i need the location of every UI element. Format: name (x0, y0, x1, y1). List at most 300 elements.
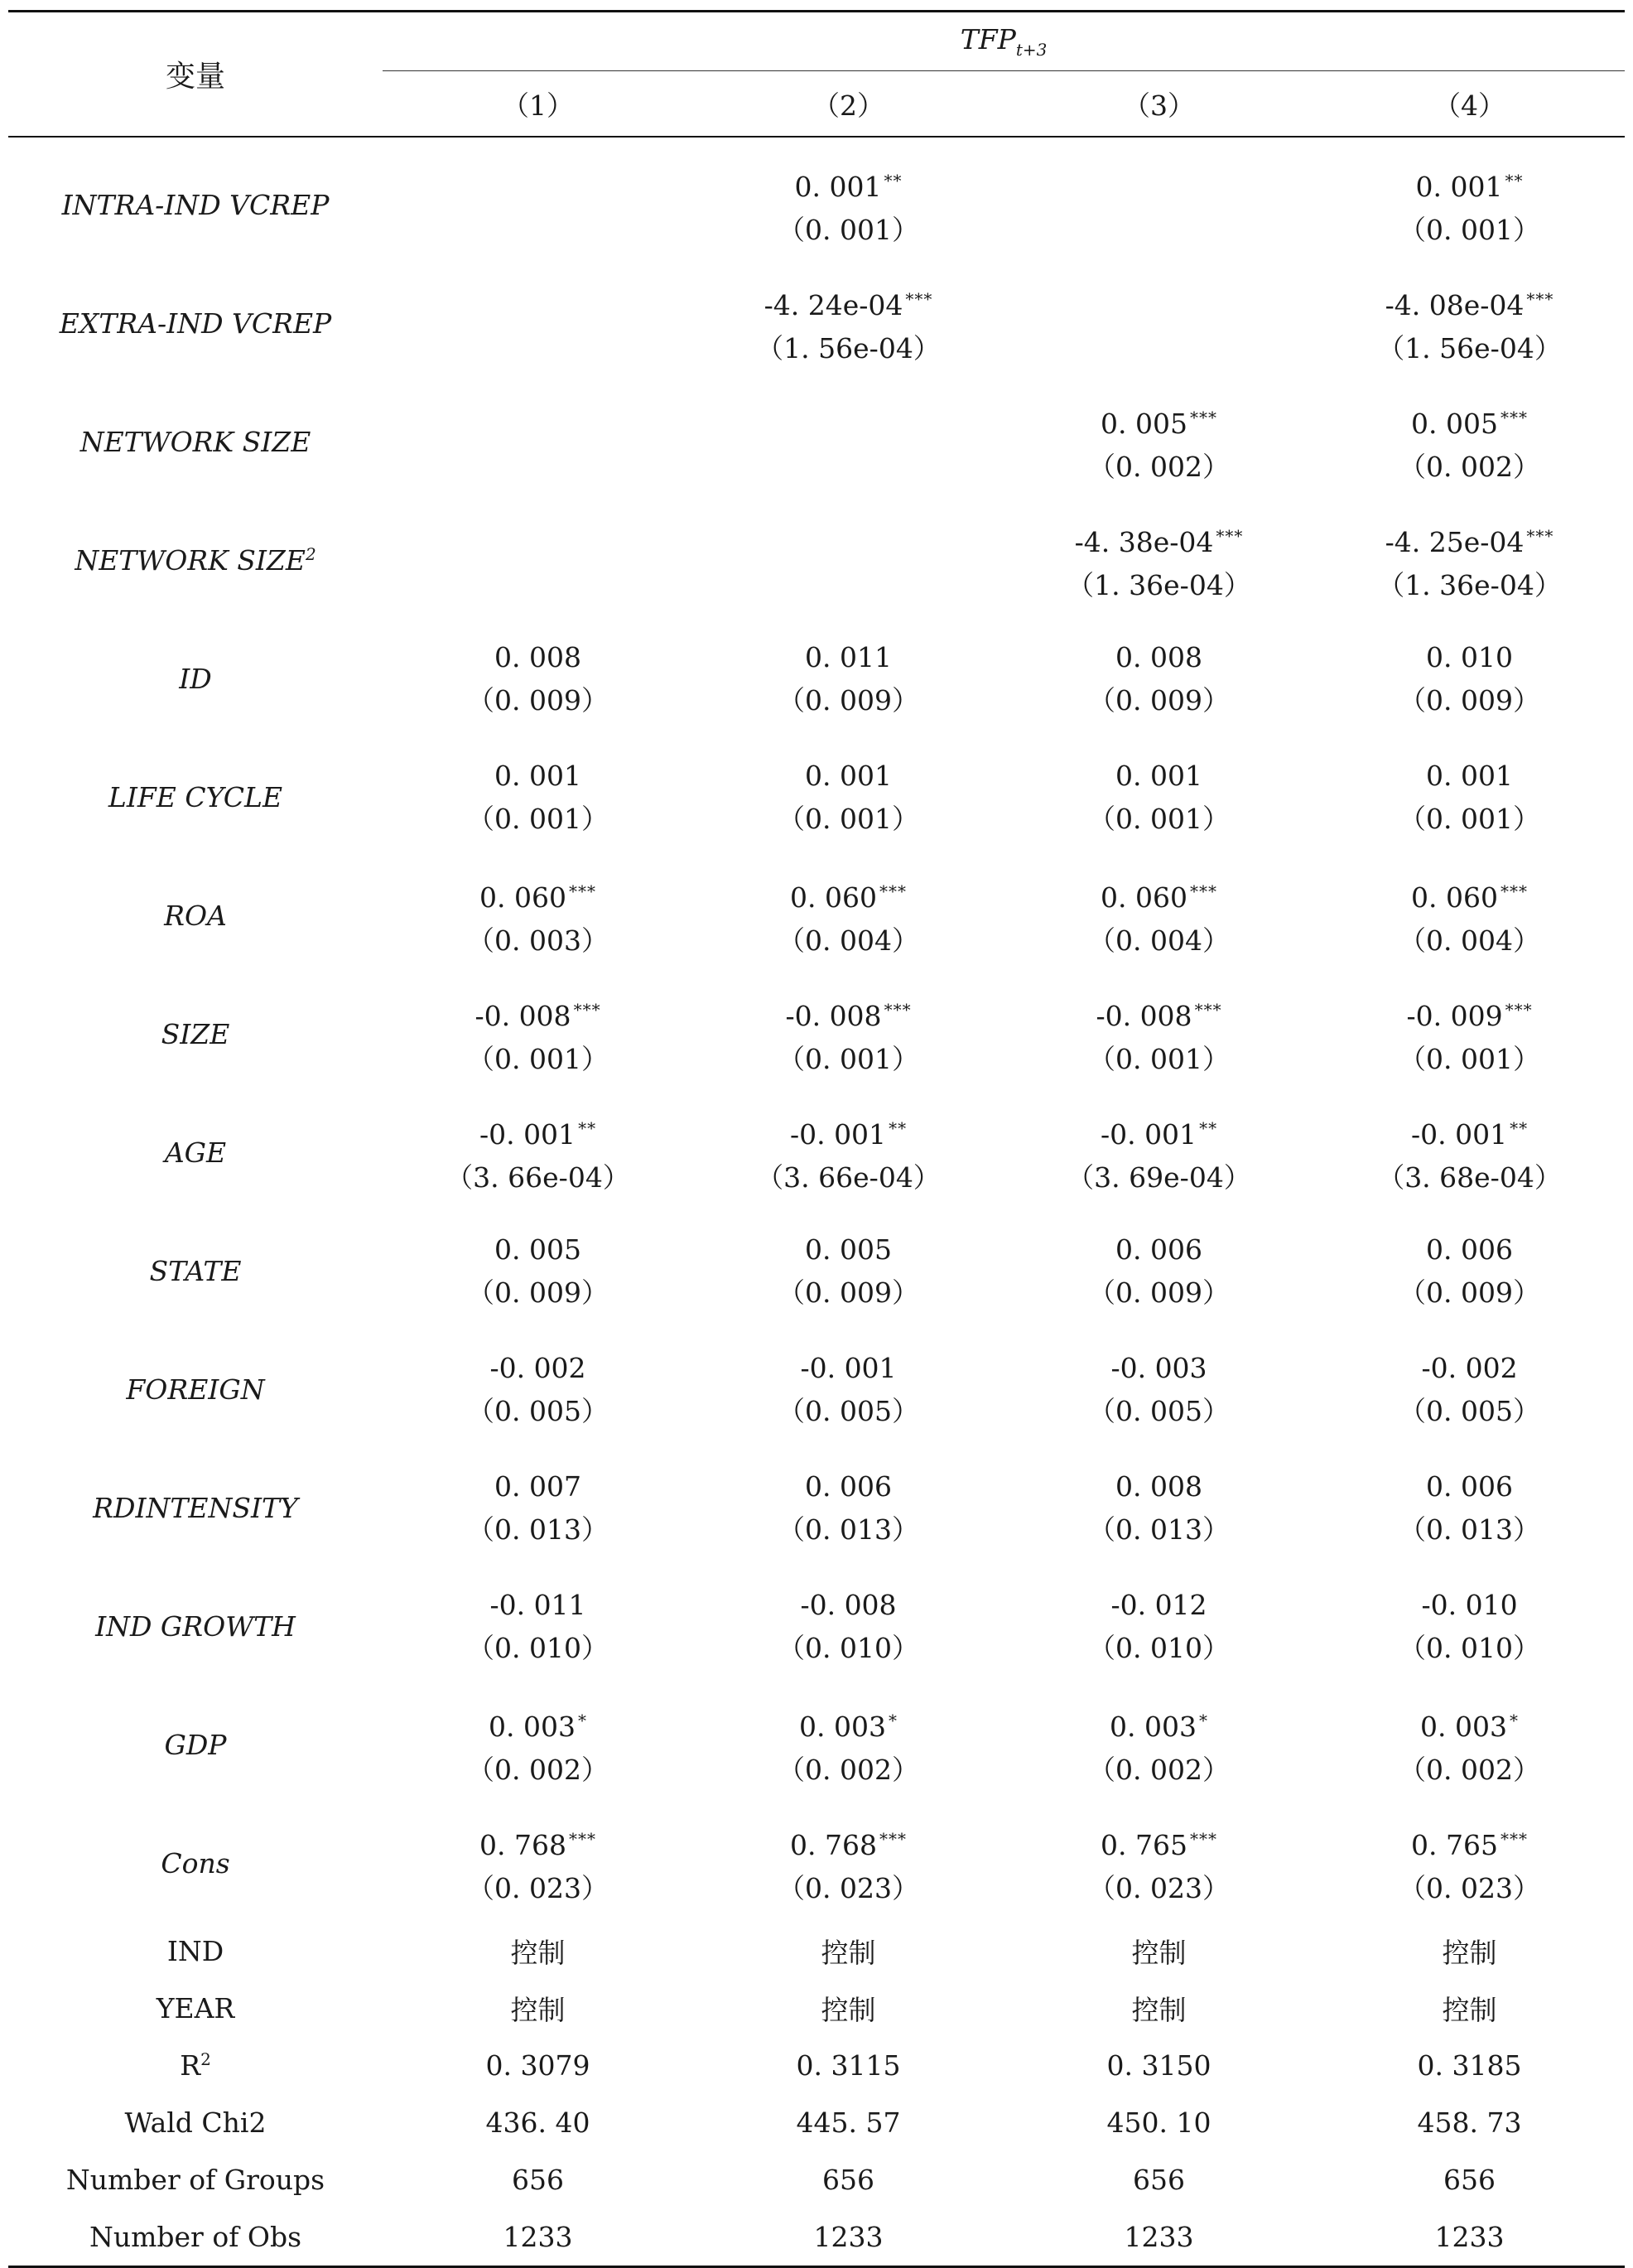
stat-value: 控制 (1131, 1937, 1187, 1969)
stat-value: 458. 73 (1417, 2106, 1522, 2139)
stat-name: Number of Obs (89, 2221, 302, 2253)
standard-error: （0. 005） (1399, 1394, 1540, 1427)
significance-stars: *** (1189, 407, 1217, 427)
coefficient-cell (693, 501, 1004, 620)
standard-error: （0. 009） (467, 683, 609, 717)
coefficient-line (1004, 396, 1314, 446)
standard-error: （0. 013） (1088, 1513, 1230, 1546)
coefficient-cell (1314, 738, 1625, 857)
standard-error: （0. 001） (778, 213, 919, 246)
variable-name-cell (8, 620, 383, 738)
coefficient-line (693, 1699, 1004, 1749)
standard-error: （0. 001） (467, 1042, 609, 1075)
coefficient-line (1314, 1817, 1625, 1867)
table-row (8, 1330, 1625, 1449)
coefficient-line (693, 159, 1004, 209)
standard-error: （3. 66e-04） (446, 1161, 630, 1194)
stat-value: 1233 (1004, 2208, 1314, 2267)
coefficient-cell (1004, 383, 1314, 501)
coefficient-value: 0. 010 (1426, 640, 1513, 673)
coefficient-value: 0. 003 (1110, 1710, 1197, 1743)
significance-stars: ** (1199, 1117, 1218, 1138)
coefficient-cell (1004, 146, 1314, 264)
coefficient-cell (1314, 264, 1625, 383)
coefficient-value: 0. 001 (494, 759, 581, 792)
coefficient-line (1314, 1465, 1625, 1508)
coefficient-line (1004, 1817, 1314, 1867)
significance-stars: *** (1189, 1828, 1217, 1849)
variable-name: LIFE CYCLE (108, 781, 283, 813)
variable-name-cell (8, 264, 383, 383)
coefficient-line (1004, 1584, 1314, 1627)
coefficient-value: 0. 060 (1101, 881, 1187, 914)
variable-name: ID (179, 663, 212, 695)
stat-name: R (180, 2049, 201, 2082)
stat-value: 0. 3079 (485, 2049, 590, 2082)
variable-name: SIZE (161, 1018, 230, 1050)
coefficient-cell (693, 146, 1004, 264)
coefficient-line (1314, 396, 1625, 446)
significance-stars: *** (884, 999, 912, 1020)
coefficient-value: 0. 011 (805, 640, 892, 673)
coefficient-value: -0. 008 (800, 1588, 897, 1621)
dependent-variable-subscript: t+3 (1015, 40, 1048, 60)
coefficient-line (383, 1584, 693, 1627)
significance-stars: *** (573, 999, 601, 1020)
coefficient-line (383, 1465, 693, 1508)
model-column-header: （4） (1314, 71, 1625, 138)
coefficient-value: -0. 002 (489, 1351, 586, 1384)
table-row (8, 383, 1625, 501)
table-row (8, 1804, 1625, 1923)
variable-name: EXTRA-IND VCREP (59, 307, 332, 340)
coefficient-line (693, 1465, 1004, 1508)
coefficient-value: 0. 765 (1411, 1828, 1498, 1861)
stat-row (8, 1980, 1625, 2037)
coefficient-cell (383, 738, 693, 857)
coefficient-cell (1004, 1093, 1314, 1212)
coefficient-value: 0. 003 (1420, 1710, 1507, 1743)
coefficient-value: -0. 009 (1406, 999, 1503, 1032)
coefficient-line (1004, 1699, 1314, 1749)
standard-error: （0. 001） (1399, 213, 1540, 246)
coefficient-cell (1314, 1449, 1625, 1567)
variable-name: Cons (161, 1847, 230, 1880)
stat-name: Wald Chi2 (124, 2106, 267, 2139)
standard-error: （0. 009） (1399, 683, 1540, 717)
stat-value: 控制 (1442, 1937, 1497, 1969)
coefficient-value: 0. 060 (790, 881, 877, 914)
standard-error: （0. 004） (1088, 924, 1230, 957)
coefficient-cell (1314, 383, 1625, 501)
coefficient-value: 0. 008 (1115, 1469, 1202, 1503)
variable-name-cell (8, 1567, 383, 1686)
coefficient-cell (383, 1567, 693, 1686)
standard-error: （0. 004） (1399, 924, 1540, 957)
coefficient-cell (383, 146, 693, 264)
coefficient-value: -0. 008 (474, 999, 571, 1032)
standard-error: （3. 66e-04） (756, 1161, 941, 1194)
coefficient-cell (693, 738, 1004, 857)
table-row (8, 1686, 1625, 1804)
stat-name: YEAR (156, 1992, 235, 2024)
standard-error: （0. 001） (778, 802, 919, 835)
significance-stars: *** (1505, 999, 1533, 1020)
stat-superscript: 2 (200, 2049, 211, 2069)
stat-value: 控制 (510, 1994, 566, 2026)
coefficient-value: -4. 25e-04 (1385, 525, 1525, 558)
standard-error: （0. 010） (1399, 1631, 1540, 1664)
coefficient-cell (1314, 1093, 1625, 1212)
coefficient-cell (693, 1330, 1004, 1449)
model-column-header: （3） (1004, 71, 1314, 138)
stat-name: IND (166, 1935, 224, 1967)
coefficient-cell (383, 1449, 693, 1567)
standard-error: （0. 009） (1399, 1276, 1540, 1309)
standard-error: （3. 69e-04） (1067, 1161, 1251, 1194)
coefficient-line (693, 1347, 1004, 1390)
model-column-header: （2） (693, 71, 1004, 138)
coefficient-cell (693, 383, 1004, 501)
variable-name: NETWORK SIZE (75, 544, 306, 577)
coefficient-line (1314, 755, 1625, 798)
coefficient-cell (1004, 264, 1314, 383)
standard-error: （0. 005） (1088, 1394, 1230, 1427)
stat-value: 控制 (1131, 1994, 1187, 2026)
coefficient-line (383, 1107, 693, 1156)
standard-error: （0. 010） (778, 1631, 919, 1664)
coefficient-value: 0. 007 (494, 1469, 581, 1503)
table-row (8, 975, 1625, 1093)
coefficient-line (1314, 277, 1625, 327)
standard-error: （0. 010） (467, 1631, 609, 1664)
coefficient-line (1004, 1465, 1314, 1508)
variable-name-cell (8, 738, 383, 857)
standard-error: （0. 009） (1088, 683, 1230, 717)
stat-value: 450. 10 (1106, 2106, 1212, 2139)
significance-stars: *** (1216, 525, 1244, 546)
standard-error: （0. 004） (778, 924, 919, 957)
significance-stars: *** (1501, 1828, 1528, 1849)
variable-name: FOREIGN (126, 1373, 265, 1406)
coefficient-line (383, 755, 693, 798)
stat-name-cell (8, 1980, 383, 2037)
coefficient-value: 0. 006 (1426, 1469, 1513, 1503)
significance-stars: ** (1505, 170, 1524, 191)
coefficient-line (1314, 1107, 1625, 1156)
significance-stars: *** (879, 1828, 907, 1849)
standard-error: （0. 001） (1088, 1042, 1230, 1075)
stat-name-cell (8, 2151, 383, 2208)
standard-error: （0. 023） (1399, 1871, 1540, 1904)
coefficient-cell (1314, 620, 1625, 738)
table-row (8, 1212, 1625, 1330)
standard-error: （0. 001） (467, 802, 609, 835)
coefficient-line (1004, 1107, 1314, 1156)
coefficient-line (693, 870, 1004, 919)
coefficient-value: 0. 060 (1411, 881, 1498, 914)
coefficient-value: -0. 001 (1410, 1117, 1508, 1151)
variable-name-cell (8, 383, 383, 501)
variable-name: RDINTENSITY (93, 1492, 298, 1524)
coefficient-cell (693, 1212, 1004, 1330)
stat-value: 0. 3185 (1417, 2049, 1522, 2082)
coefficient-cell (383, 264, 693, 383)
coefficient-value: 0. 768 (479, 1828, 566, 1861)
coefficient-value: -0. 001 (800, 1351, 897, 1384)
coefficient-line (383, 1817, 693, 1867)
standard-error: （0. 001） (1088, 802, 1230, 835)
coefficient-line (693, 277, 1004, 327)
coefficient-value: 0. 768 (790, 1828, 877, 1861)
coefficient-cell (1004, 1804, 1314, 1923)
standard-error: （0. 013） (778, 1513, 919, 1546)
coefficient-value: -0. 002 (1421, 1351, 1518, 1384)
significance-stars: *** (568, 881, 596, 901)
coefficient-line (693, 988, 1004, 1038)
coefficient-cell (1314, 1686, 1625, 1804)
variable-name-cell (8, 146, 383, 264)
variable-name-cell (8, 1212, 383, 1330)
coefficient-line (1314, 1699, 1625, 1749)
coefficient-value: 0. 005 (1101, 407, 1187, 440)
table-row (8, 1093, 1625, 1212)
standard-error: （0. 005） (778, 1394, 919, 1427)
coefficient-value: 0. 765 (1101, 1828, 1187, 1861)
coefficient-line (383, 1347, 693, 1390)
coefficient-cell (1314, 1567, 1625, 1686)
coefficient-cell (383, 975, 693, 1093)
variable-superscript: 2 (305, 544, 316, 564)
variable-name: INTRA-IND VCREP (61, 189, 330, 221)
stat-name-cell (8, 2208, 383, 2267)
significance-stars: * (577, 1710, 587, 1730)
variable-name-cell (8, 857, 383, 975)
dependent-variable-name: TFP (960, 23, 1016, 55)
coefficient-cell (693, 1449, 1004, 1567)
significance-stars: *** (879, 881, 907, 901)
coefficient-cell (1314, 1330, 1625, 1449)
variable-name-cell (8, 1804, 383, 1923)
significance-stars: ** (578, 1117, 597, 1138)
coefficient-cell (383, 1212, 693, 1330)
coefficient-line (1004, 636, 1314, 679)
coefficient-line (693, 1107, 1004, 1156)
table-row (8, 857, 1625, 975)
significance-stars: *** (1189, 881, 1217, 901)
coefficient-line (1314, 159, 1625, 209)
standard-error: （0. 001） (778, 1042, 919, 1075)
coefficient-cell (1314, 501, 1625, 620)
coefficient-line (693, 755, 1004, 798)
coefficient-line (693, 1817, 1004, 1867)
coefficient-line (1004, 514, 1314, 564)
variable-name: IND GROWTH (95, 1610, 296, 1643)
coefficient-cell (1004, 501, 1314, 620)
coefficient-value: -0. 001 (789, 1117, 887, 1151)
stat-name-cell (8, 1923, 383, 1980)
stat-value: 445. 57 (796, 2106, 901, 2139)
stat-value: 656 (512, 2164, 564, 2196)
coefficient-cell (1314, 146, 1625, 264)
standard-error: （0. 013） (1399, 1513, 1540, 1546)
stat-value: 656 (822, 2164, 874, 2196)
coefficient-value: 0. 001 (805, 759, 892, 792)
coefficient-value: -0. 012 (1110, 1588, 1207, 1621)
significance-stars: *** (1526, 288, 1554, 309)
coefficient-value: 0. 003 (799, 1710, 886, 1743)
variable-header: 变量 (8, 12, 383, 138)
coefficient-line (1004, 755, 1314, 798)
table-row (8, 1567, 1625, 1686)
coefficient-line (693, 1584, 1004, 1627)
coefficient-value: -4. 24e-04 (764, 288, 903, 321)
significance-stars: ** (889, 1117, 908, 1138)
stat-name-cell (8, 2037, 383, 2094)
coefficient-value: -0. 008 (1096, 999, 1192, 1032)
standard-error: （0. 003） (467, 924, 609, 957)
table-row (8, 1449, 1625, 1567)
coefficient-cell (383, 620, 693, 738)
coefficient-value: 0. 001 (1115, 759, 1202, 792)
standard-error: （0. 002） (1399, 1753, 1540, 1786)
coefficient-value: -4. 08e-04 (1385, 288, 1525, 321)
table-row (8, 501, 1625, 620)
coefficient-line (693, 636, 1004, 679)
coefficient-line (1314, 870, 1625, 919)
dependent-variable-header (383, 12, 1625, 71)
coefficient-value: 0. 008 (1115, 640, 1202, 673)
variable-name-cell (8, 1330, 383, 1449)
standard-error: （0. 023） (1088, 1871, 1230, 1904)
stat-name-cell (8, 2094, 383, 2151)
standard-error: （3. 68e-04） (1377, 1161, 1562, 1194)
stat-row (8, 2094, 1625, 2151)
coefficient-value: -0. 003 (1110, 1351, 1207, 1384)
significance-stars: * (1198, 1710, 1208, 1730)
significance-stars: *** (905, 288, 933, 309)
coefficient-value: -0. 011 (489, 1588, 586, 1621)
coefficient-value: -0. 001 (1100, 1117, 1197, 1151)
coefficient-value: -0. 001 (479, 1117, 576, 1151)
coefficient-cell (1314, 857, 1625, 975)
stat-value: 656 (1443, 2164, 1496, 2196)
coefficient-value: 0. 006 (1426, 1233, 1513, 1266)
coefficient-line (1004, 1228, 1314, 1272)
coefficient-cell (693, 264, 1004, 383)
stat-row (8, 2208, 1625, 2267)
coefficient-value: 0. 001 (1426, 759, 1513, 792)
significance-stars: ** (884, 170, 903, 191)
coefficient-line (1314, 1347, 1625, 1390)
coefficient-cell (693, 1686, 1004, 1804)
stat-value: 控制 (821, 1994, 876, 2026)
stat-value: 0. 3115 (796, 2049, 901, 2082)
coefficient-line (1314, 988, 1625, 1038)
standard-error: （0. 009） (1088, 1276, 1230, 1309)
coefficient-line (383, 870, 693, 919)
significance-stars: *** (568, 1828, 596, 1849)
coefficient-value: 0. 005 (805, 1233, 892, 1266)
stat-value: 1233 (383, 2208, 693, 2267)
standard-error: （0. 023） (467, 1871, 609, 1904)
coefficient-cell (383, 1804, 693, 1923)
standard-error: （0. 002） (778, 1753, 919, 1786)
stat-value: 0. 3150 (1106, 2049, 1212, 2082)
coefficient-cell (1004, 975, 1314, 1093)
coefficient-line (1314, 1584, 1625, 1627)
standard-error: （0. 005） (467, 1394, 609, 1427)
variable-name-cell (8, 1686, 383, 1804)
coefficient-cell (1004, 620, 1314, 738)
standard-error: （1. 56e-04） (1377, 331, 1562, 364)
variable-name: GDP (164, 1729, 227, 1761)
coefficient-value: 0. 060 (479, 881, 566, 914)
standard-error: （1. 36e-04） (1377, 568, 1562, 601)
stat-value: 控制 (1442, 1994, 1497, 2026)
table-body (8, 137, 1625, 2267)
standard-error: （0. 001） (1399, 802, 1540, 835)
standard-error: （0. 013） (467, 1513, 609, 1546)
standard-error: （0. 002） (1088, 450, 1230, 483)
variable-name: AGE (164, 1136, 227, 1169)
coefficient-cell (383, 1330, 693, 1449)
stat-name: Number of Groups (65, 2164, 325, 2196)
stat-value: 656 (1133, 2164, 1185, 2196)
coefficient-line (383, 636, 693, 679)
standard-error: （0. 001） (1399, 1042, 1540, 1075)
coefficient-cell (693, 975, 1004, 1093)
coefficient-line (1314, 1228, 1625, 1272)
coefficient-line (383, 1228, 693, 1272)
coefficient-cell (1004, 857, 1314, 975)
standard-error: （0. 009） (467, 1276, 609, 1309)
stat-row (8, 1923, 1625, 1980)
coefficient-line (693, 1228, 1004, 1272)
stat-value: 1233 (693, 2208, 1004, 2267)
coefficient-value: -0. 010 (1421, 1588, 1518, 1621)
coefficient-cell (693, 1093, 1004, 1212)
variable-name-cell (8, 1449, 383, 1567)
standard-error: （0. 002） (1399, 450, 1540, 483)
stat-value: 1233 (1314, 2208, 1625, 2267)
coefficient-cell (1004, 1330, 1314, 1449)
coefficient-cell (693, 1804, 1004, 1923)
coefficient-cell (693, 1567, 1004, 1686)
coefficient-cell (383, 1093, 693, 1212)
coefficient-line (1004, 870, 1314, 919)
spacer-row (8, 137, 1625, 146)
standard-error: （0. 002） (1088, 1753, 1230, 1786)
table-row (8, 620, 1625, 738)
significance-stars: *** (1194, 999, 1222, 1020)
significance-stars: ** (1510, 1117, 1529, 1138)
coefficient-value: 0. 005 (494, 1233, 581, 1266)
coefficient-value: 0. 006 (1115, 1233, 1202, 1266)
standard-error: （0. 002） (467, 1753, 609, 1786)
variable-name: NETWORK SIZE (79, 426, 311, 458)
coefficient-value: 0. 001 (1415, 170, 1503, 203)
standard-error: （0. 009） (778, 1276, 919, 1309)
significance-stars: *** (1526, 525, 1554, 546)
standard-error: （0. 010） (1088, 1631, 1230, 1664)
coefficient-line (1314, 636, 1625, 679)
standard-error: （1. 56e-04） (756, 331, 941, 364)
stat-value: 控制 (821, 1937, 876, 1969)
coefficient-cell (1004, 1686, 1314, 1804)
coefficient-cell (383, 501, 693, 620)
variable-name-cell (8, 1093, 383, 1212)
